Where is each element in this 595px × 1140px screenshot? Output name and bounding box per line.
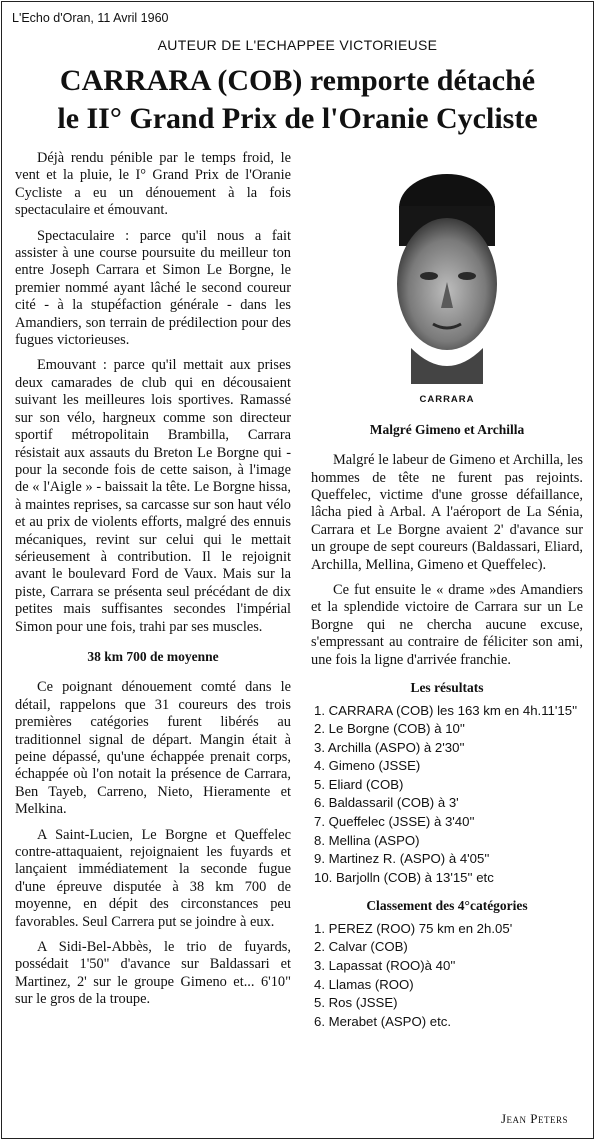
classement-list xyxy=(311,920,583,1032)
classement-item: 3. Lapassat (ROO)à 40'' xyxy=(314,958,456,974)
result-item: 5. Eliard (COB) xyxy=(314,776,404,792)
classement-item: 6. Merabet (ASPO) etc. xyxy=(314,1013,452,1029)
newspaper-source: L'Echo d'Oran, 11 Avril 1960 xyxy=(12,11,169,25)
paragraph: Ce fut ensuite le « drame »des Amandiers et la splendide victoire de Carrara sur un Le Borgne qui ne chercha aucune excuse, s'empressant au contraire de féliciter son ami, une fois la ligne d'arrivée franchie. xyxy=(311,582,583,668)
photo-block xyxy=(370,172,525,409)
headline-line-1: CARRARA (COB) remporte détaché xyxy=(59,64,536,97)
classement-item: 5. Ros (JSSE) xyxy=(314,995,398,1011)
result-item: 4. Gimeno (JSSE) xyxy=(314,758,421,774)
classement-item: 2. Calvar (COB) xyxy=(314,939,408,955)
paragraph: Emouvant : parce qu'il mettait aux prises deux camarades de club qui en décousaient suivant les meilleures lois sportives. Ramassé sur son vélo, hargneux comme son directeur sportif métropolitain Brambilla, Carrara résistait aux assauts du Breton Le Borgne qui - pour la seconde fois de cette saison, à l'image de « l'Aigle » - baissait la tête. Le Borgne hissa, à maintes reprises, sa carcasse sur son haut vélo et au prix de violents efforts, malgré des ennuis mécaniques, revint sur celui qui le mettait sérieusement à contribution. Il le rejoignit avant le boulevard Ford de Vaux. Mais sur la piste, Carrara se présenta seul précédant de dix petites mais suffisantes secondes l'impérial Simon pour une fois, trahi par ses muscles. xyxy=(15,357,291,635)
classement-item: 1. PEREZ (ROO) 75 km en 2h.05' xyxy=(314,920,513,936)
right-column xyxy=(311,150,583,1031)
result-item: 1. CARRARA (COB) les 163 km en 4h.11'15'' xyxy=(314,702,578,718)
photo-caption: CARRARA xyxy=(419,394,475,406)
kicker: AUTEUR DE L'ECHAPPEE VICTORIEUSE xyxy=(157,37,438,53)
result-item: 2. Le Borgne (COB) à 10'' xyxy=(314,721,465,737)
results-list xyxy=(311,702,583,888)
section-subhead: Malgré Gimeno et Archilla xyxy=(369,421,525,437)
headline-line-2: le II° Grand Prix de l'Oranie Cycliste xyxy=(57,102,538,135)
paragraph: Spectaculaire : parce qu'il nous a fait assister à une course poursuite du meilleur ton entre Joseph Carrara et Simon Le Borgne, le premier nommé ayant lâché le second coureur cité - à la stupéfaction générale - dans les Amandiers, son terrain de prédilection pour des fugues victorieuses. xyxy=(15,227,291,349)
byline: Jean Peters xyxy=(500,1111,568,1126)
results-title: Les résultats xyxy=(410,680,484,696)
portrait-photo xyxy=(371,172,523,384)
section-subhead: 38 km 700 de moyenne xyxy=(87,648,219,664)
paragraph: A Sidi-Bel-Abbès, le trio de fuyards, possédait 1'50" d'avance sur Baldassari et Martinez, 2' sur le groupe Gimeno et... 6'10" sur le gros de la troupe. xyxy=(15,939,291,1008)
classement-item: 4. Llamas (ROO) xyxy=(314,976,414,992)
result-item: 7. Queffelec (JSSE) à 3'40'' xyxy=(314,814,475,830)
result-item: 10. Barjolln (COB) à 13'15'' etc xyxy=(314,869,494,885)
result-item: 9. Martinez R. (ASPO) à 4'05'' xyxy=(314,851,490,867)
left-column xyxy=(15,150,291,1017)
classement-title: Classement des 4°catégories xyxy=(366,898,528,914)
result-item: 8. Mellina (ASPO) xyxy=(314,832,420,848)
result-item: 6. Baldassaril (COB) à 3' xyxy=(314,795,459,811)
paragraph: Malgré le labeur de Gimeno et Archilla, les hommes de tête ne furent pas rejoints. Queffelec, victime d'une grosse défaillance, lâcha pied à Arbal. A l'aéroport de La Sénia, Carrara et Le Borgne avaient 2' d'avance sur un groupe de sept coureurs (Baldassari, Eliard, Archilla, Mellina, Gimeno et Queffelec). xyxy=(311,452,583,573)
paragraph: Déjà rendu pénible par le temps froid, le vent et la pluie, le I° Grand Prix de l'Oranie Cycliste a eu un dénouement à la fois spectaculaire et émouvant. xyxy=(15,150,291,219)
result-item: 3. Archilla (ASPO) à 2'30'' xyxy=(314,739,465,755)
headline xyxy=(0,62,595,138)
paragraph: Ce poignant dénouement comté dans le détail, rappelons que 31 coureurs des trois premières catégories furent libérés au traditionnel signal de départ. Mangin était à peine dépassé, qu'une échappée prenait corps, échappée où l'on notait la présence de Carrara, Ben Tayeb, Carreno, Nieto, Hieramente et Melkina. xyxy=(15,679,291,818)
paragraph: A Saint-Lucien, Le Borgne et Queffelec contre-attaquaient, rejoignaient les fuyards et lançaient immédiatement la seconde fugue d'une épreuve disputée à 38 km 700 de moyenne, en dépit des circonstances peu favorables. Seul Carrera put se joindre à eux. xyxy=(15,826,291,930)
